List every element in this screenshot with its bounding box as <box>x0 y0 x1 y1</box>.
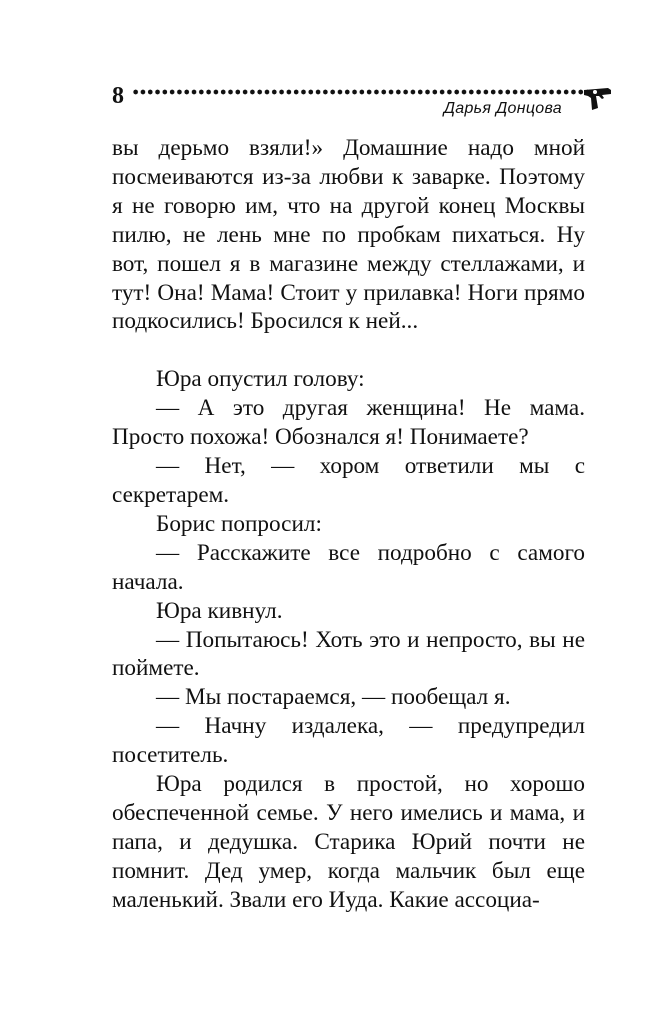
paragraph: — Начну издалека, — предупредил посетитель. <box>112 713 585 769</box>
author-name: Дарья Донцова <box>443 100 562 117</box>
paragraph: Юра кивнул. <box>156 597 283 624</box>
paragraph: вы дерьмо взяли!» Домашние надо мной посмеиваются из-за любви к заварке. Поэтому я не говорю им, что на другой конец Москвы пилю, не лень мне по пробкам пихаться. Ну вот, пошел я в магазине между стеллажами, и тут! Она! Мама! Стоит у прилавка! Ноги прямо подкосились! Бросился к ней... <box>112 135 585 335</box>
paragraph: — Расскажите все подробно с самого начала. <box>112 539 585 595</box>
paragraph: — Попытаюсь! Хоть это и непросто, вы не поймете. <box>112 626 585 682</box>
paragraph: — А это другая женщина! Не мама. Просто похожа! Обознался я! Понимаете? <box>112 395 585 451</box>
revolver-icon <box>582 84 614 112</box>
dotted-rule <box>132 89 588 95</box>
paragraph: Юра опустил голову: <box>156 366 365 393</box>
paragraph: — Мы постараемся, — пообещал я. <box>156 684 511 711</box>
paragraph: — Нет, — хором ответили мы с секретарем. <box>112 453 585 508</box>
page-number: 8 <box>112 83 124 109</box>
page-header <box>112 80 612 120</box>
body-text <box>112 134 585 915</box>
paragraph: Борис попросил: <box>156 510 322 537</box>
paragraph: Юра родился в простой, но хорошо обеспеченной семье. У него имелись и мама, и папа, и дедушка. Старика Юрий почти не помнит. Дед умер, когда мальчик был еще маленький. Звали его Иуда. Какие ассоциа- <box>112 771 585 913</box>
